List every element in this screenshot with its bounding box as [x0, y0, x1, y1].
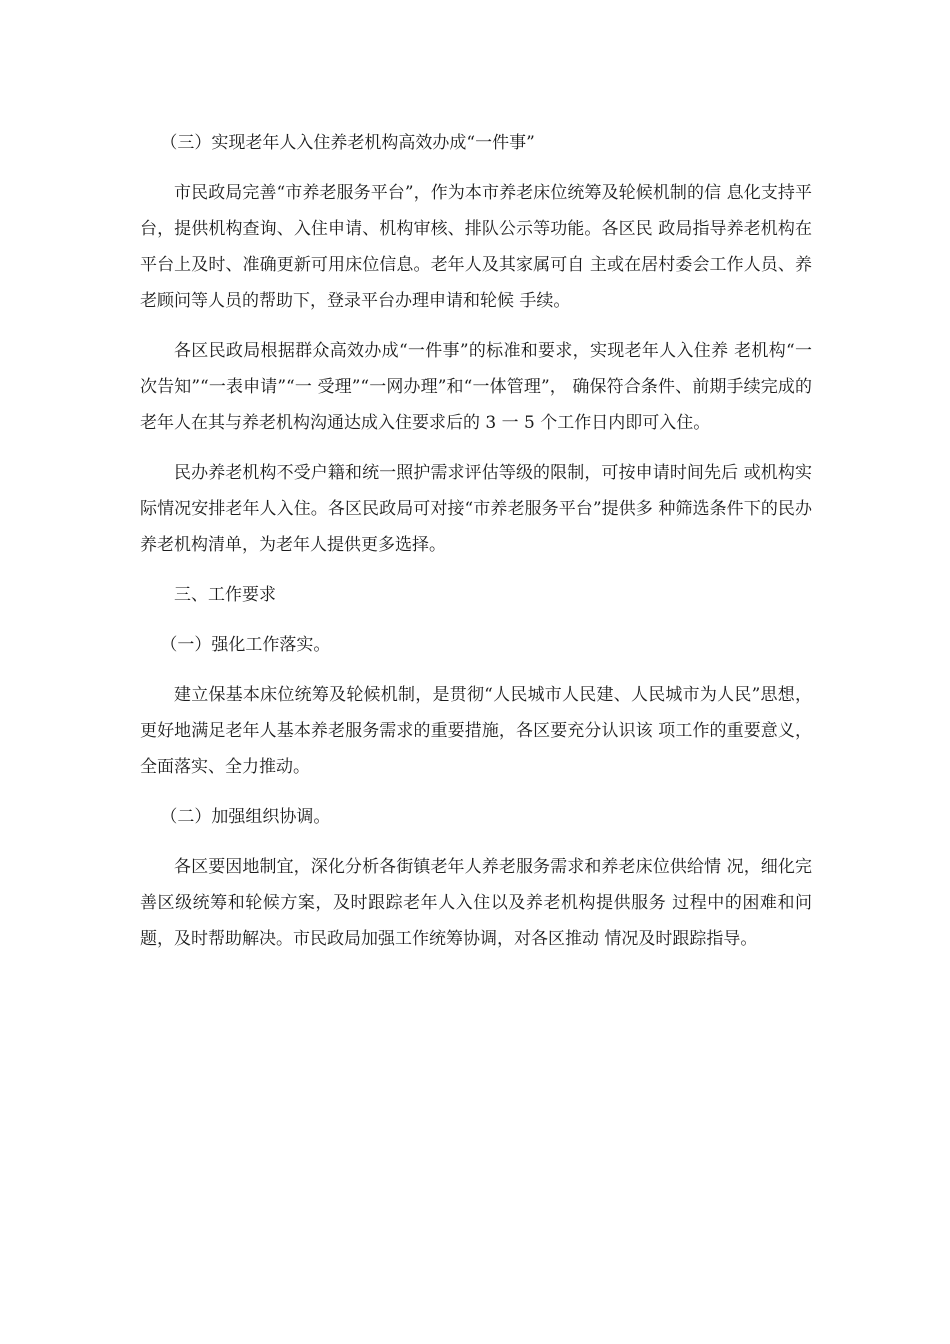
- section-heading-work-requirements: 三、工作要求: [174, 585, 276, 605]
- sub-heading-coordination: （二）加强组织协调。: [160, 807, 331, 827]
- paragraph-one-thing: 各区民政局根据群众高效办成“一件事”的标准和要求，实现老年人入住养 老机构“一次告知”“一表申请”“一 受理”“一网办理”和“一体管理”， 确保符合条件、前期手续完成的老年人在其与养老机构沟通达成入住要求后的 3 一 5 个工作日内即可入住。: [140, 341, 812, 433]
- paragraph-implementation: 建立保基本床位统筹及轮候机制，是贯彻“人民城市人民建、人民城市为人民”思想，更好地满足老年人基本养老服务需求的重要措施，各区要充分认识该 项工作的重要意义，全面落实、全力推动。: [140, 685, 812, 777]
- section-heading-implement-one-thing: （三）实现老年人入住养老机构高效办成“一件事”: [160, 133, 535, 153]
- document-body: [140, 125, 812, 971]
- sub-heading-strengthen-implementation: （一）强化工作落实。: [160, 635, 331, 655]
- paragraph-private-institutions: 民办养老机构不受户籍和统一照护需求评估等级的限制，可按申请时间先后 或机构实际情况安排老年人入住。各区民政局可对接“市养老服务平台”提供多 种筛选条件下的民办养老机构清单，为老年人提供更多选择。: [140, 463, 812, 555]
- paragraph-coordination: 各区要因地制宜，深化分析各街镇老年人养老服务需求和养老床位供给情 况，细化完善区级统筹和轮候方案，及时跟踪老年人入住以及养老机构提供服务 过程中的困难和问题，及时帮助解决。市民政局加强工作统筹协调，对各区推动 情况及时跟踪指导。: [140, 857, 812, 949]
- paragraph-platform: 市民政局完善“市养老服务平台”，作为本市养老床位统筹及轮候机制的信 息化支持平台，提供机构查询、入住申请、机构审核、排队公示等功能。各区民 政局指导养老机构在平台上及时、准确更新可用床位信息。老年人及其家属可自 主或在居村委会工作人员、养老顾问等人员的帮助下，登录平台办理申请和轮候 手续。: [140, 183, 812, 311]
